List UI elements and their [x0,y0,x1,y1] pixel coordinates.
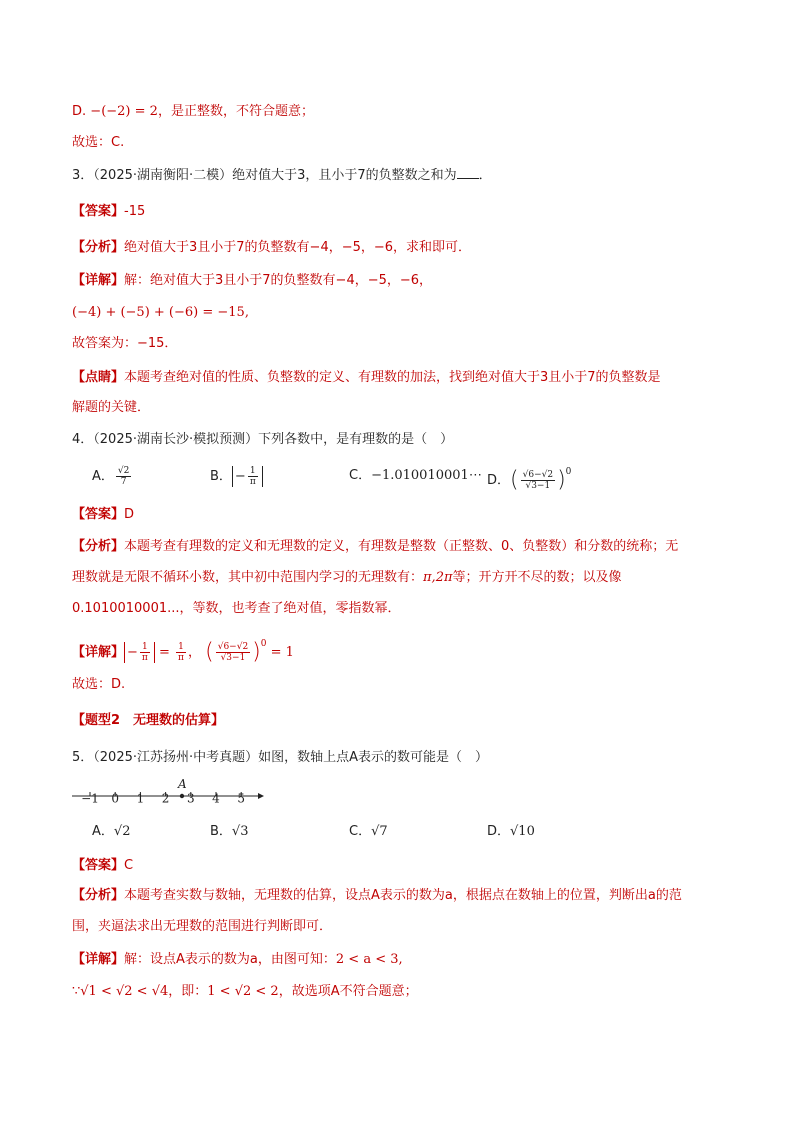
question-3-comment [72,369,661,387]
q5-option-b-label: B． [210,824,232,839]
analysis-text: 绝对值大于3且小于7的负整数有−4，−5，−6，求和即可． [124,240,472,255]
option-d-open-paren: ( [510,467,519,493]
detail-text: 解：绝对值大于3且小于7的负整数有−4，−5，−6， [124,273,433,288]
detail-fraction [140,642,150,663]
option-b-denominator: π [249,477,256,487]
answer-value: D [124,507,135,522]
analysis-text-2a: 理数就是无限不循环小数，其中初中范围内学习的无理数有： [72,570,424,585]
option-d-numerator: √6−√2 [522,470,554,480]
question-4-analysis-line-3: 0.1010010001...，等数，也考查了绝对值，零指数幂． [72,601,401,616]
axis-tick-label: 1 [136,791,145,806]
answer-value: -15 [124,204,146,219]
option-d [487,462,571,491]
detail-sign: − [127,645,138,660]
answer-tag: 【答案】 [72,204,125,219]
detail-rhs-fraction [176,642,186,663]
detail-rhs-denominator: π [178,653,184,663]
question-5-detail [72,951,403,969]
option-d-text: ，是正整数，不符合题意； [157,104,314,119]
question-4-analysis [72,538,678,556]
option-b-sign: − [234,469,246,484]
axis-tick-label: 4 [212,791,220,806]
option-b-fraction [248,466,258,487]
detail-open-paren: ( [205,639,214,665]
question-3-stem [72,166,492,185]
axis-ticks [81,792,245,806]
question-5-analysis [72,887,682,905]
analysis-text-2c: 等；开方开不尽的数；以及像 [452,570,622,585]
detail-tag: 【详解】 [72,645,125,660]
axis-tick-label: −1 [81,791,99,806]
detail-d-fraction [216,642,250,663]
detail-inequality-2: 1 < √2 < 2 [207,984,279,999]
option-b-label: B． [210,469,232,484]
option-a-denominator: 7 [120,477,127,487]
analysis-tag: 【分析】 [72,539,125,554]
detail-end: ，故选项A不符合题意； [278,984,418,999]
option-d-choice-label: D． [487,473,511,488]
q5-option-d [487,822,535,842]
option-a-fraction [116,466,131,487]
detail-close-paren: ) [252,639,261,665]
question-3-text: 3．（2025·湖南衡阳·二模）绝对值大于3，且小于7的负整数之和为 [72,168,457,183]
axis-tick-label: 5 [237,791,246,806]
number-line [72,774,272,808]
question-4-detail [72,635,294,663]
axis-arrow [258,793,264,799]
detail-numerator: 1 [142,642,148,652]
detail-d-numerator: √6−√2 [217,642,249,652]
option-d-fraction [521,470,555,491]
section-heading: 【题型2 无理数的估算】 [72,713,225,728]
q5-option-a [92,822,130,842]
point-a-label: A [177,777,187,791]
question-4-conclusion: 故选：D. [72,677,126,692]
comment-text: 本题考查绝对值的性质、负整数的定义、有理数的加法，找到绝对值大于3且小于7的负整数是 [124,370,661,385]
question-4-analysis-line-2 [72,569,622,587]
detail-tag: 【详解】 [72,273,125,288]
detail-ie: ，即： [168,984,208,999]
detail-d-denominator: √3−1 [220,653,246,663]
detail-result: = 1 [270,645,294,660]
q5-option-a-value: √2 [113,824,131,839]
question-4-stem: 4．（2025·湖南长沙·模拟预测）下列各数中，是有理数的是（ ） [72,432,454,447]
option-c-label: C． [349,468,372,483]
detail-exponent: 0 [260,639,267,649]
analysis-text: 本题考查实数与数轴，无理数的估算，设点A表示的数为a，根据点在数轴上的位置，判断出a的范 [124,888,682,903]
q5-option-b [210,822,248,842]
option-b-numerator: 1 [249,466,256,476]
option-a-label: A． [92,469,114,484]
analysis-tag: 【分析】 [72,240,125,255]
answer-value: C [124,858,134,873]
q5-option-b-value: √3 [231,824,249,839]
detail-comma: ， [187,645,201,660]
axis-tick-label: 2 [161,791,170,806]
question-3-analysis [72,239,471,257]
analysis-text-2b: π,2π [423,570,453,585]
detail-equals: = [158,645,170,660]
q5-option-c-label: C． [349,824,372,839]
option-d-denominator: √3−1 [525,481,551,491]
question-5-stem: 5．（2025·江苏扬州·中考真题）如图，数轴上点A表示的数可能是（ ） [72,750,489,765]
answer-blank [457,166,479,179]
question-4-answer [72,506,134,524]
axis-tick-label: 3 [186,791,195,806]
analysis-tag: 【分析】 [72,888,125,903]
option-b-absolute [232,466,263,487]
question-3-calculation: (−4) + (−5) + (−6) = −15, [72,305,249,320]
axis-tick-label: 0 [111,791,120,806]
analysis-text: 本题考查有理数的定义和无理数的定义，有理数是整数（正整数、0、负整数）和分数的统称；无 [124,539,679,554]
q5-option-c-value: √7 [371,824,388,839]
option-d-explanation [72,103,314,121]
question-3-answer [72,203,145,221]
point-a-marker [180,794,184,798]
q5-option-c [349,822,388,842]
option-d-math: −(−2) = 2 [90,104,158,119]
detail-denominator: π [141,653,148,663]
question-3-comment-cont: 解题的关键． [72,400,151,415]
detail-tag: 【详解】 [72,952,125,967]
question-3-conclusion: 故答案为：−15． [72,336,178,351]
question-3-detail [72,272,432,290]
question-5-answer [72,857,133,875]
q5-option-a-label: A． [92,824,114,839]
question-5-detail-line-2 [72,983,418,1001]
option-d-label: D. [72,104,87,119]
option-b [210,466,263,487]
question-3-end: ． [478,168,492,183]
option-c [349,466,482,486]
detail-because: ∵√1 < √2 < √4 [72,984,169,999]
comment-tag: 【点睛】 [72,370,125,385]
answer-tag: 【答案】 [72,858,125,873]
q5-option-d-label: D． [487,824,511,839]
detail-inequality: 2 < a < 3, [335,952,403,967]
q5-option-d-value: √10 [510,824,535,839]
option-a-numerator: √2 [117,466,130,476]
question-5-analysis-line-2: 围，夹逼法求出无理数的范围进行判断即可． [72,919,333,934]
answer-tag: 【答案】 [72,507,125,522]
option-d-exponent: 0 [565,467,572,477]
option-d-close-paren: ) [557,467,566,493]
previous-choice: 故选：C. [72,135,125,150]
option-c-value: −1.010010001⋯ [371,468,482,483]
detail-text: 解：设点A表示的数为a，由图可知： [124,952,336,967]
detail-absolute [124,642,155,663]
option-a [92,466,133,487]
detail-rhs-numerator: 1 [178,642,184,652]
